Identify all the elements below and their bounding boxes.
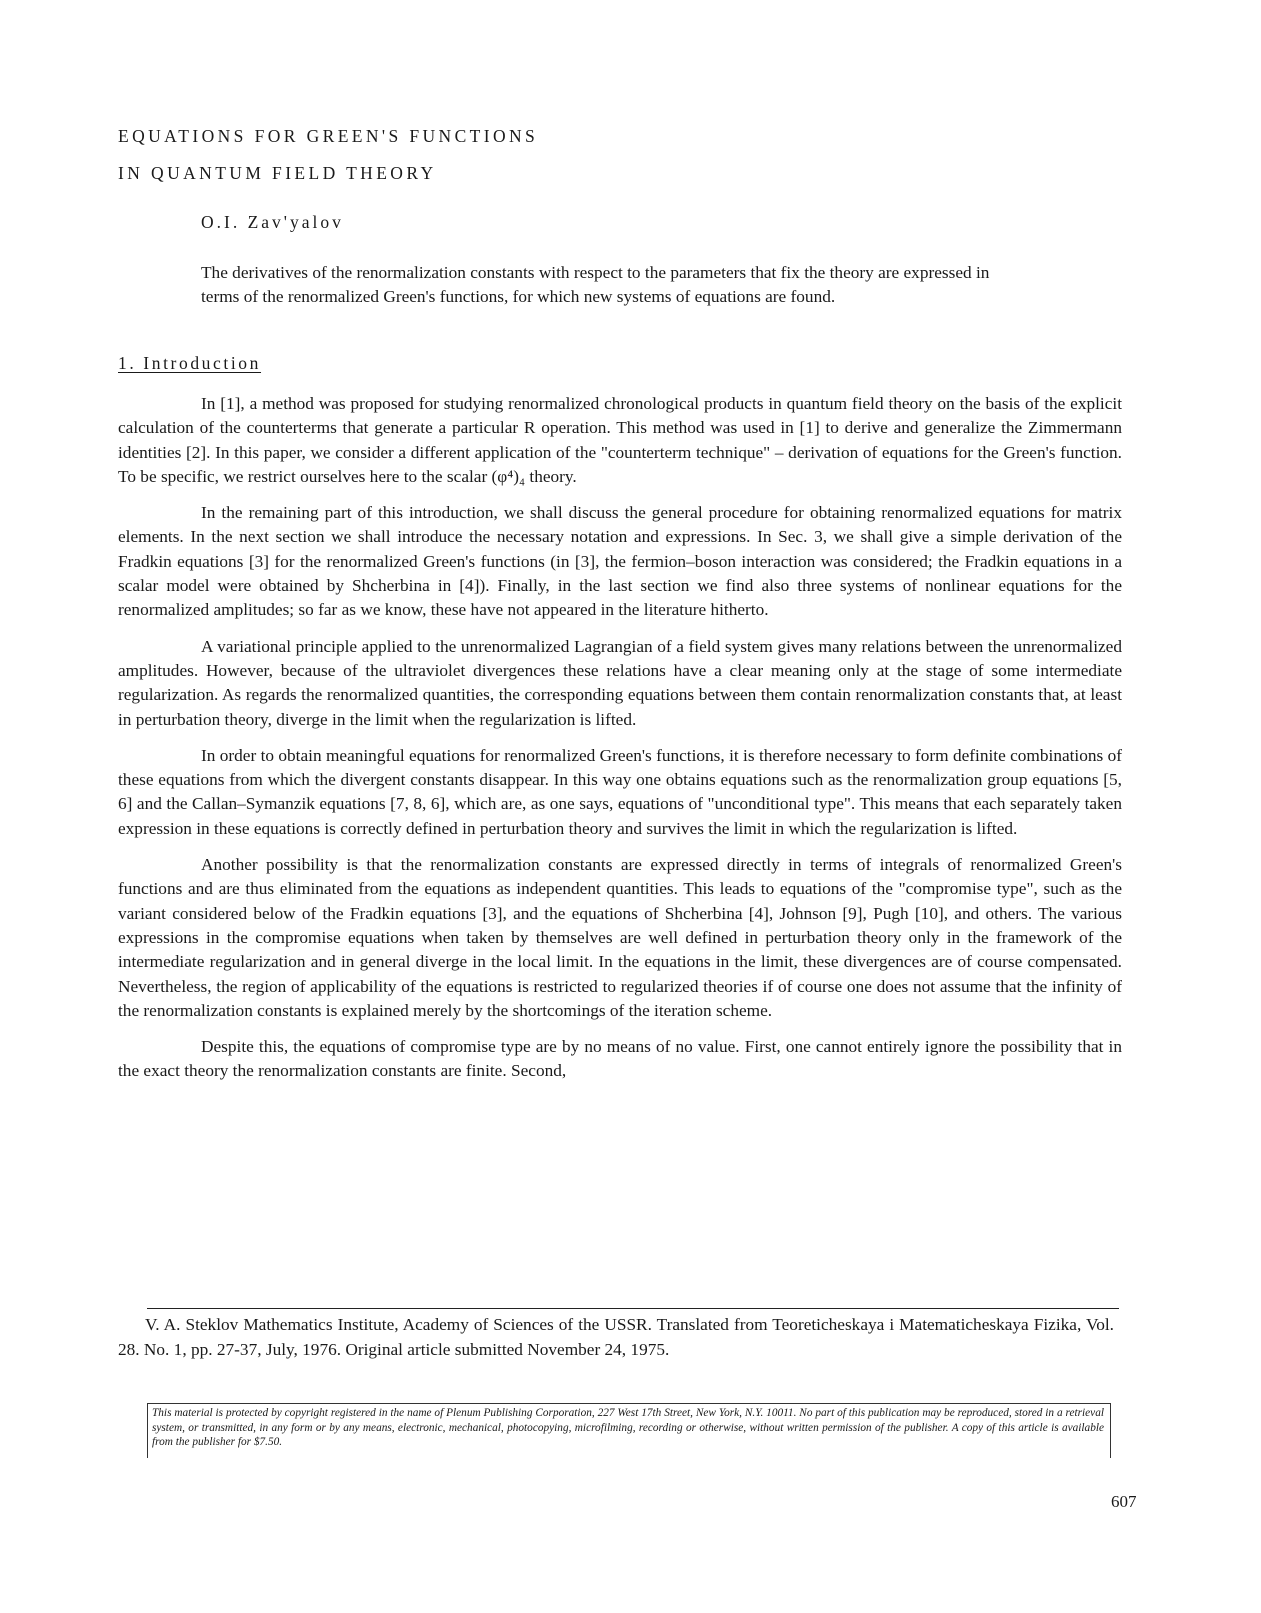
section-heading-introduction: 1. Introduction (118, 353, 262, 373)
author-name: O.I. Zav'yalov (201, 212, 344, 232)
paragraph-6: Despite this, the equations of compromise type are by no means of no value. First, one cannot entirely ignore the possibility that in the exact theory the renormalization constants are finite. Second, (118, 1037, 1122, 1081)
page-number: 607 (1111, 1492, 1137, 1511)
title-line-1: EQUATIONS FOR GREEN'S FUNCTIONS (118, 126, 539, 146)
copyright-notice: This material is protected by copyright registered in the name of Plenum Publishing Corporation, 227 West 17th Street, New York, N.Y. 10011. No part of this publication may be reproduced, stored in a retrieval system, or transmitted, in any form or by any means, electronic, mechanical, photocopying, microfilming, recording or otherwise, without written permission of the publisher. A copy of this article is available from the publisher for $7.50. (147, 1403, 1111, 1458)
body-text (118, 392, 1122, 1096)
paragraph-5: Another possibility is that the renormalization constants are expressed directly in terms of integrals of renormalized Green's functions and are thus eliminated from the equations as independent quantities. This leads to equations of the "compromise type", such as the variant considered below of the Fradkin equations [3], and the equations of Shcherbina [4], Johnson [9], Pugh [10], and others. The various expressions in the compromise equations when taken by themselves are well defined in perturbation theory only in the framework of the intermediate regularization and in general diverge in the local limit. In the equations in the limit, these divergences are of course compensated. Nevertheless, the region of applicability of the equations is restricted to regularized theories if of course one does not assume that the infinity of the renormalization constants is explained merely by the shortcomings of the iteration scheme. (118, 855, 1122, 1020)
title-line-2: IN QUANTUM FIELD THEORY (118, 163, 437, 183)
paragraph-3: A variational principle applied to the unrenormalized Lagrangian of a field system gives many relations between the unrenormalized amplitudes. However, because of the ultraviolet divergences these relations have a clear meaning only at the stage of some intermediate regularization. As regards the renormalized quantities, the corresponding equations between them contain renormalization constants that, at least in perturbation theory, diverge in the limit when the regularization is lifted. (118, 636, 1122, 729)
footnote-divider (147, 1308, 1119, 1309)
paragraph-4: In order to obtain meaningful equations for renormalized Green's functions, it is therefore necessary to form definite combinations of these equations from which the divergent constants disappear. In this way one obtains equations such as the renormalization group equations [5, 6] and the Callan–Symanzik equations [7, 8, 6], which are, as one says, equations of "unconditional type". This means that each separately taken expression in these equations is correctly defined in perturbation theory and survives the limit in which the regularization is lifted. (118, 745, 1122, 838)
affiliation-footnote: V. A. Steklov Mathematics Institute, Academy of Sciences of the USSR. Translated from Teoreticheskaya i Matematicheskaya Fizika, Vol. 28. No. 1, pp. 27-37, July, 1976. Original article submitted November 24, 1975. (118, 1315, 1114, 1359)
paragraph-2: In the remaining part of this introduction, we shall discuss the general procedure for obtaining renormalized equations for matrix elements. In the next section we shall introduce the necessary notation and expressions. In Sec. 3, we shall give a simple derivation of the Fradkin equations [3] for the renormalized Green's functions (in [3], the fermion–boson interaction was considered; the Fradkin equations in a scalar model were obtained by Shcherbina in [4]). Finally, in the last section we find also three systems of nonlinear equations for the renormalized amplitudes; so far as we know, these have not appeared in the literature hitherto. (118, 503, 1122, 620)
paragraph-1: In [1], a method was proposed for studying renormalized chronological products in quantum field theory on the basis of the explicit calculation of the counterterms that generate a particular R operation. This method was used in [1] to derive and generalize the Zimmermann identities [2]. In this paper, we consider a different application of the "counterterm technique" – derivation of equations for the Green's function. To be specific, we restrict ourselves here to the scalar (φ⁴)₄ theory. (118, 394, 1122, 486)
abstract: The derivatives of the renormalization constants with respect to the parameters that fix the theory are expressed in terms of the renormalized Green's functions, for which new systems of equations are found. (201, 263, 990, 306)
